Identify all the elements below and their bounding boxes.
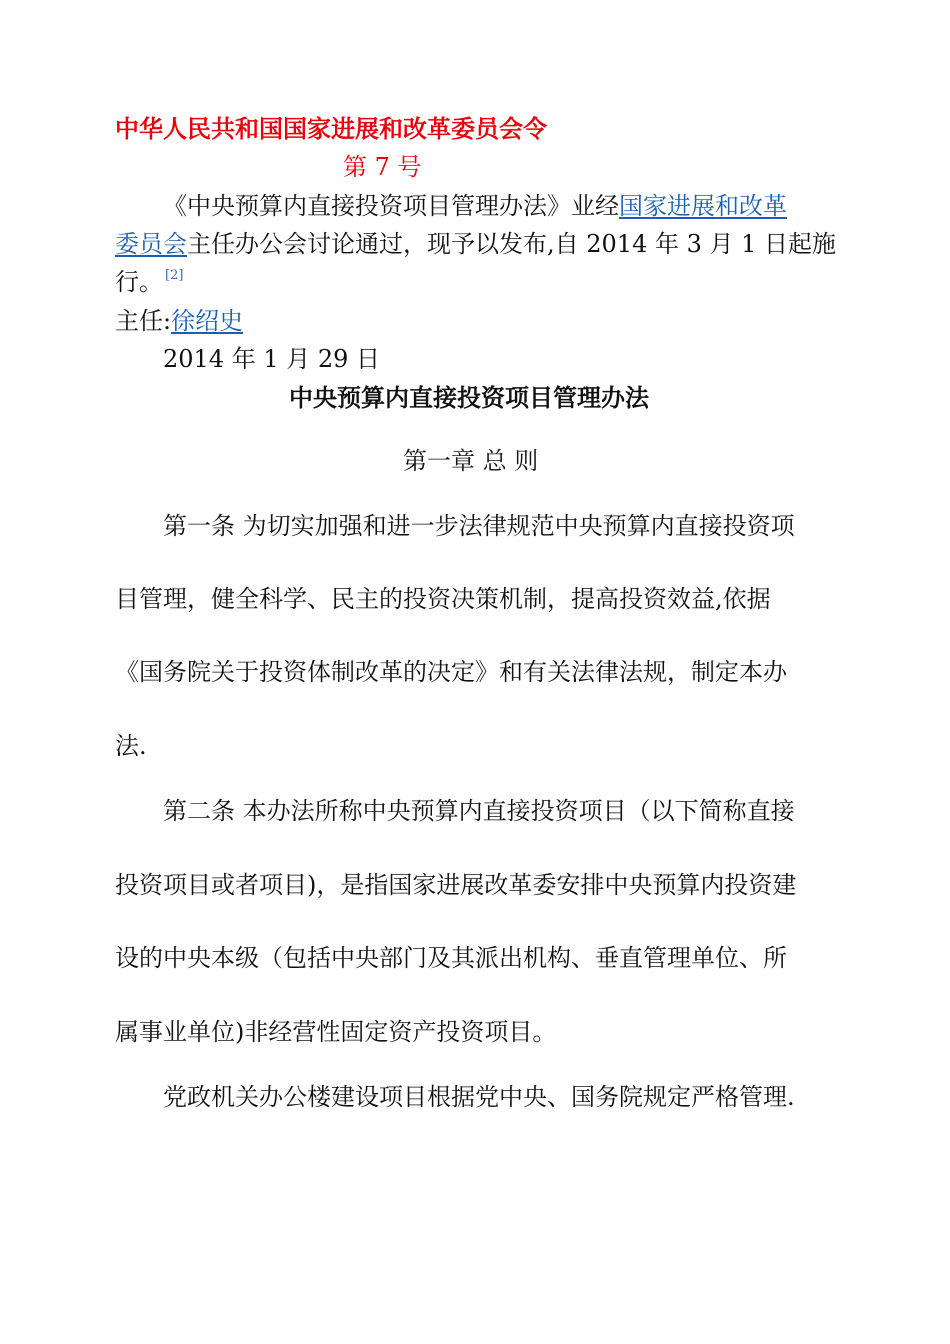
director-name-link[interactable]: 徐绍史 — [171, 307, 244, 335]
body-line: 属事业单位)非经营性固定资产投资项目。 — [115, 1018, 557, 1046]
document-title: 中央预算内直接投资项目管理办法 — [289, 383, 649, 412]
ndrc-link-continued[interactable]: 委员会 — [115, 230, 187, 258]
body-line: 目管理，健全科学、民主的投资决策机制，提高投资效益,依据 — [115, 585, 771, 613]
body-line: 设的中央本级（包括中央部门及其派出机构、垂直管理单位、所 — [115, 944, 787, 972]
intro-text: 《中央预算内直接投资项目管理办法》业经 — [163, 192, 619, 220]
director-line — [115, 306, 243, 336]
intro-text-2: 主任办公会讨论通过，现予以发布,自 2014 年 3 月 1 日起施 — [187, 230, 837, 258]
body-line: 党政机关办公楼建设项目根据党中央、国务院规定严格管理. — [163, 1083, 795, 1111]
ndrc-link[interactable]: 国家进展和改革 — [619, 192, 787, 220]
body-line: 投资项目或者项目)，是指国家进展改革委安排中央预算内投资建 — [115, 871, 797, 899]
chapter-heading: 第一章 总 则 — [403, 447, 539, 475]
footnote-reference[interactable]: [2] — [165, 268, 184, 283]
order-date: 2014 年 1 月 29 日 — [163, 345, 381, 373]
director-label: 主任: — [115, 307, 172, 335]
order-title: 中华人民共和国国家进展和改革委员会令 — [115, 114, 547, 143]
intro-line-1 — [163, 191, 787, 221]
body-line: 第一条 为切实加强和进一步法律规范中央预算内直接投资项 — [163, 512, 795, 540]
body-line: 《国务院关于投资体制改革的决定》和有关法律法规，制定本办 — [115, 658, 787, 686]
body-line: 法. — [115, 732, 147, 760]
body-line: 第二条 本办法所称中央预算内直接投资项目（以下简称直接 — [163, 797, 795, 825]
intro-line-3 — [115, 267, 183, 297]
intro-line-2 — [115, 229, 836, 259]
order-number: 第 7 号 — [343, 153, 422, 181]
intro-text-3: 行。 — [115, 268, 163, 296]
